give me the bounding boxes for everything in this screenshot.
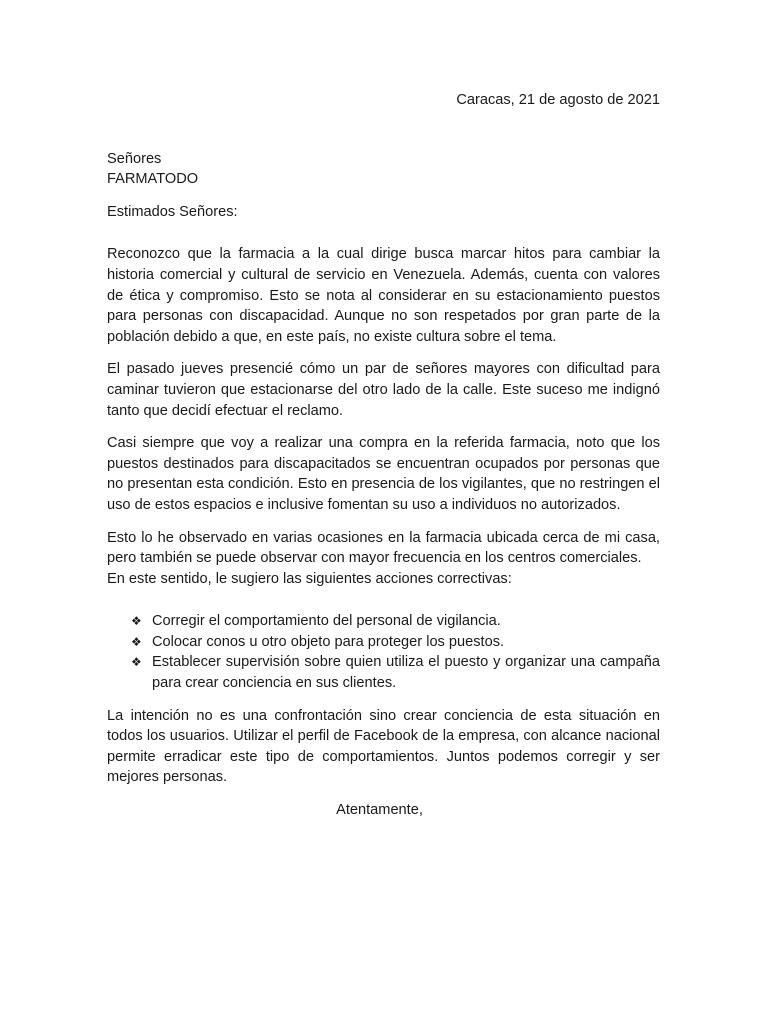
recipient-title: Señores — [107, 150, 162, 167]
closing: Atentamente, — [336, 802, 423, 819]
paragraph-3: Casi siempre que voy a realizar una compra en la referida farmacia, noto que los puestos destinados para discapacitados se encuentran ocupados por personas que no presentan esta condición. Esto en presencia de los vigilantes, que no restringen el uso de estos espacios e inclusive fomentan su uso a individuos no autorizados. — [107, 435, 660, 513]
date-line: Caracas, 21 de agosto de 2021 — [456, 92, 660, 108]
diamond-bullet-icon: ❖ — [131, 655, 142, 670]
letter-page — [107, 90, 660, 821]
salutation: Estimados Señores: — [107, 203, 238, 220]
action-text: Establecer supervisión sobre quien utiliza el puesto y organizar una campaña para crear conciencia en sus clientes. — [152, 654, 660, 692]
action-text: Corregir el comportamiento del personal de vigilancia. — [152, 613, 501, 630]
list-item — [131, 652, 660, 693]
paragraph-2: El pasado jueves presencié cómo un par de señores mayores con dificultad para caminar tuvieron que estacionarse del otro lado de la calle. Este suceso me indignó tanto que decidí efectuar el reclamo. — [107, 361, 660, 419]
final-paragraph: La intención no es una confrontación sino crear conciencia de esta situación en todos los usuarios. Utilizar el perfil de Facebook de la empresa, con alcance nacional permite erradicar este tipo de comportamientos. Juntos podemos corregir y ser mejores personas. — [107, 707, 660, 786]
paragraph-1: Reconozco que la farmacia a la cual dirige busca marcar hitos para cambiar la historia comercial y cultural de servicio en Venezuela. Además, cuenta con valores de ética y compromiso. Esto se nota al considerar en su estacionamiento puestos para personas con discapacidad. Aunque no son respetados por gran parte de la población debido a que, en este país, no existe cultura sobre el tema. — [107, 246, 660, 345]
action-text: Colocar conos u otro objeto para proteger los puestos. — [152, 633, 505, 650]
list-item — [131, 632, 660, 653]
recipient-company: FARMATODO — [107, 171, 199, 188]
corrective-actions-list — [107, 611, 660, 693]
diamond-bullet-icon: ❖ — [131, 634, 142, 649]
recipient-block — [107, 149, 660, 190]
diamond-bullet-icon: ❖ — [131, 614, 142, 629]
list-item — [131, 611, 660, 632]
list-intro: En este sentido, le sugiero las siguientes acciones correctivas: — [107, 570, 512, 587]
paragraph-4: Esto lo he observado en varias ocasiones en la farmacia ubicada cerca de mi casa, pero también se puede observar con mayor frecuencia en los centros comerciales. — [107, 529, 660, 567]
